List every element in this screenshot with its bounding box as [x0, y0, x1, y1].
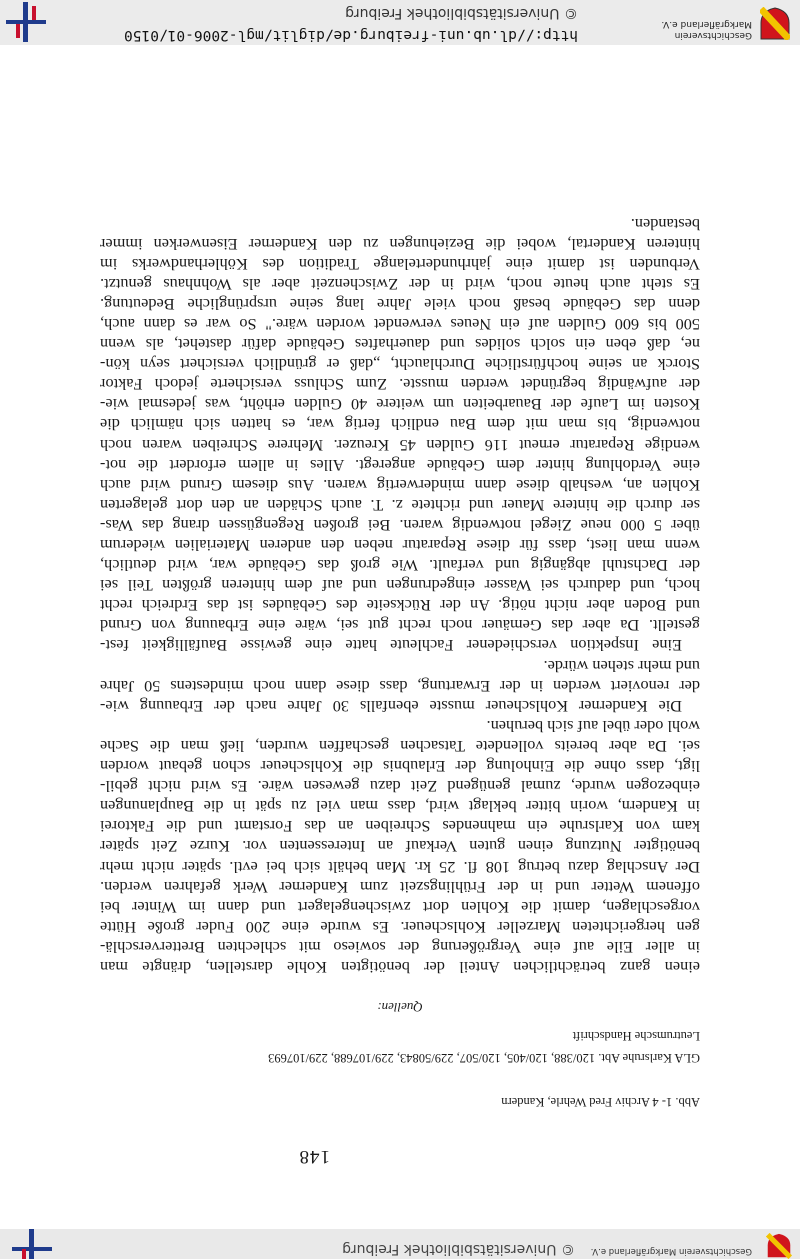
paragraph [100, 213, 700, 655]
library-credit: © Universitätsbibliothek Freiburg [345, 5, 578, 21]
society-name [661, 18, 752, 40]
document-url[interactable]: http://dl.ub.uni-freiburg.de/diglit/mgl-2006-01/0150 [124, 27, 578, 43]
text-line: Storck an seine hochfürstliche Durchlaucht, „daß er gründlich versichert seyn kön- [100, 355, 700, 375]
text-line: hoch, und dadurch sei Wasser eingedrungen und auf dem hinteren größten Teil sei [100, 576, 700, 596]
text-line: über 5 000 neue Ziegel notwendig waren. Bei großen Regengüssen drang das Was- [100, 515, 700, 535]
text-line: einen ganz beträchtlichen Anteil der benötigten Kohle darstellen, drängte man [100, 958, 700, 977]
header-bar [0, 1229, 800, 1259]
text-line: einbezogen wurde, zumal genügend Zeit dazu gewesen wäre. Es wird nicht gebil- [100, 777, 700, 797]
text-line: und Boden aber nicht nötig. An der Rückseite des Gebäudes ist das Erdreich recht [100, 596, 700, 616]
text-line: Der Anschlag dazu betrug 108 fl. 25 kr. Man behält sich bei evtl. später nicht mehr [100, 857, 700, 877]
text-line: eine Verdohlung hinter dem Gebäude angeregt. Alles in allem erfordert die not- [100, 455, 700, 475]
source-reference: GLA Karlsruhe Abt. 120/388, 120/405, 120/507, 229/50843, 229/107688, 229/107693 [268, 1051, 700, 1065]
text-line: sei. Da aber bereits vollendete Tatsachen geschaffen wurden, ließ man die Sache [100, 736, 700, 756]
text-line: der Dachstuhl abgängig und verfault. Wie groß das Gebäude war, wird deutlich, [100, 556, 700, 576]
text-line: in Kandern, worin bitter beklagt wird, dass man viel zu spät in die Bauplanungen [100, 797, 700, 817]
text-line: Kohlen an, weshalb diese dann minderwertig waren. Aus diesem Grund wird auch [100, 475, 700, 495]
text-line: hinteren Kandertal, wobei die Beziehungen zu den Kanderner Eisenwerken immer [100, 234, 700, 254]
paragraph [100, 656, 700, 716]
coat-of-arms-icon [766, 1233, 792, 1259]
text-line: wenn man liest, dass für diese Reparatur neben den anderen Materialien wiederum [100, 536, 700, 556]
text-line: vorgeschlagen, damit die Kohlen dort zwischengelagert und dann im Winter bei [100, 897, 700, 917]
text-line: ligt, dass ohne die Einholung der Erlaubnis die Kohlscheuer schon gebaut worden [100, 757, 700, 777]
society-name-line: Geschichtsverein [674, 30, 752, 40]
text-line: wohl oder übel auf sich beruhen. [486, 716, 700, 736]
coat-of-arms-icon [760, 7, 790, 40]
text-line: Es steht auch heute noch, wird in der Zwischenzeit aber als Wohnhaus genutzt. [100, 274, 700, 294]
article-body [100, 213, 700, 977]
image-credit: Abb. 1- 4 Archiv Fred Wehrle, Kandern [501, 1095, 700, 1109]
university-logo-icon [12, 1229, 52, 1259]
university-logo-icon [6, 2, 46, 42]
text-line: wendige Reparatur erneut 116 Gulden 45 Kreuzer. Mehrere Schreiben waren noch [100, 435, 700, 455]
text-line: Verbunden ist damit eine jahrhundertelange Tradition des Köhlerhandwerks im [100, 254, 700, 274]
text-line: der renoviert werden in der Erwartung, dass diese dann noch mindestens 50 Jahre [100, 676, 700, 696]
source-reference: Leutrumsche Handschrift [572, 1029, 700, 1043]
society-name-line: Markgräflerland e.V. [661, 19, 752, 29]
text-line: 500 bis 600 Gulden auf ein Neues verwendet worden wäre." So war es dann auch, [100, 315, 700, 334]
paragraph [100, 716, 700, 977]
page-number: 148 [298, 1146, 330, 1167]
text-line: und mehr stehen würde. [543, 656, 700, 676]
text-line: Die Kanderner Kohlscheuer musste ebenfalls 30 Jahre nach der Erbauung wie- [100, 696, 682, 716]
text-line: denn das Gebäude besaß noch viele Jahre lang seine ursprüngliche Bedeutung. [100, 294, 700, 314]
text-line: kam von Karlsruhe ein mahnendes Schreiben an das Forstamt und die Faktorei [100, 817, 700, 837]
text-line: Eine Inspektion verschiedener Fachleute hatte eine gewisse Baufälligkeit fest- [100, 636, 682, 656]
text-line: der aufwändig begründet werden musste. Zum Schluss versicherte jedoch Faktor [100, 375, 700, 395]
text-line: offenem Wetter und in der Frühlingszeit zum Kanderner Werk gefahren werden. [100, 877, 700, 897]
text-line: ser durch die hintere Mauer und richtete z. T. auch Schäden an den dort gelagerten [100, 495, 700, 515]
text-line: benötigter Nutzung einen guten Verkauf an Interessenten vor. Kurze Zeit später [100, 837, 700, 857]
text-line: notwendig, bis man mit dem Bau endlich fertig war, es hatten sich nämlich die [100, 415, 700, 435]
library-credit: © Universitätsbibliothek Freiburg [342, 1241, 575, 1257]
sources-heading: Quellen: [377, 1000, 423, 1015]
footer-bar [0, 0, 800, 45]
text-line: Kosten im Laufe der Bauarbeiten um weitere 40 Gulden erhöht, was jedesmal wie- [100, 395, 700, 415]
text-line: bestanden. [630, 214, 700, 234]
text-line: gen hergerichteten Marzeller Kohlscheuer. Es wurde eine 200 Fuder große Hütte [100, 917, 700, 937]
text-line: gestellt. Da aber das Gemäuer noch recht gut sei, wäre eine Erbauung von Grund [100, 616, 700, 636]
text-line: ne, daß eben ein solch solides und dauerhaftes Gebäude dafür dastehet, als wenn [100, 335, 700, 355]
society-text: Geschichtsverein Markgräflerland e.V. [590, 1246, 752, 1256]
text-line: in aller Eile auf eine Vergrößerung der sowieso mit schlechten Bretterverschlä- [100, 937, 700, 957]
